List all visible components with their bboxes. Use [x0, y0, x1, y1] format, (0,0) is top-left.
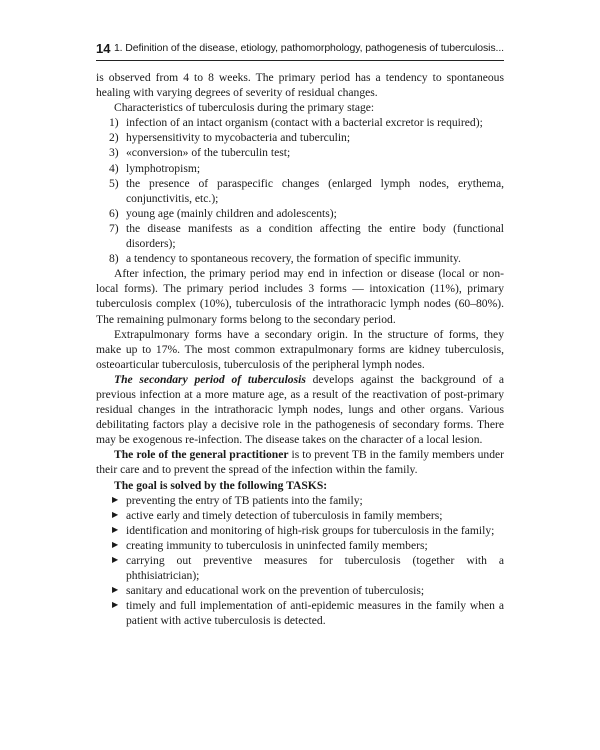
running-head-title: 1. Definition of the disease, etiology, pathomorphology, pathogenesis of tuberculosis...	[113, 42, 504, 54]
term-secondary-period: The secondary period of tuberculosis	[114, 372, 306, 386]
triangle-right-icon: ▶	[112, 600, 119, 610]
paragraph-secondary-period	[96, 372, 504, 447]
page-number: 14	[96, 41, 111, 56]
list-item-text: «conversion» of the tuberculin test;	[126, 146, 291, 160]
paragraph-characteristics-intro: Characteristics of tuberculosis during the primary stage:	[114, 101, 375, 115]
list-item-text: hypersensitivity to mycobacteria and tuberculin;	[126, 131, 351, 145]
list-item	[96, 523, 504, 538]
list-item	[96, 553, 504, 583]
list-number: 4)	[109, 161, 119, 175]
paragraph-role-text: is to prevent TB in the family members under their care and to prevent the spread of the infection within the family.	[96, 448, 505, 477]
list-item-text: the presence of paraspecific changes (enlarged lymph nodes, erythema, conjunctivitis, etc.);	[126, 176, 504, 205]
list-number: 3)	[109, 146, 119, 160]
list-item-text: identification and monitoring of high-risk groups for tuberculosis in the family;	[126, 523, 495, 537]
tasks-heading: The goal is solved by the following TASKS:	[114, 478, 328, 492]
list-number: 2)	[109, 131, 119, 145]
list-item	[96, 538, 504, 553]
list-item	[96, 161, 504, 176]
list-item	[96, 176, 504, 206]
paragraph-role	[96, 447, 504, 477]
triangle-right-icon: ▶	[112, 555, 119, 564]
triangle-right-icon: ▶	[112, 509, 119, 519]
triangle-right-icon: ▶	[112, 494, 119, 504]
body-text	[96, 70, 504, 628]
list-item	[96, 206, 504, 221]
paragraph-secondary-text: develops against the background of a previous infection at a more mature age, as a result of the reactivation of post-primary residual changes in the intrathoracic lymph nodes, lungs and other organs. Various debilitating factors play a decisive role in the pathogenesis of secondary forms. There may be exogenous re-infection. The disease takes on the character of a local lesion.	[96, 372, 504, 447]
characteristics-list	[96, 115, 504, 266]
list-number: 8)	[109, 252, 119, 266]
triangle-right-icon: ▶	[112, 585, 119, 595]
list-item	[96, 598, 504, 628]
list-item-text: the disease manifests as a condition affecting the entire body (functional disorders);	[126, 221, 504, 251]
list-item	[96, 130, 504, 145]
list-item-text: carrying out preventive measures for tuberculosis (together with a phthisiatrician);	[126, 554, 504, 583]
list-item-text: a tendency to spontaneous recovery, the formation of specific immunity.	[126, 252, 461, 266]
list-item-text: creating immunity to tuberculosis in uninfected family members;	[126, 538, 428, 552]
list-number: 6)	[109, 206, 119, 220]
list-item	[96, 145, 504, 160]
list-item	[96, 583, 504, 598]
list-item-text: lymphotropism;	[126, 161, 201, 175]
tasks-list	[96, 493, 504, 629]
list-item-text: infection of an intact organism (contact with a bacterial excretor is required);	[126, 116, 483, 130]
list-item-text: active early and timely detection of tuberculosis in family members;	[126, 508, 443, 522]
list-item	[96, 221, 504, 251]
list-item-text: timely and full implementation of anti-epidemic measures in the family when a patient with active tuberculosis is detected.	[126, 599, 504, 628]
paragraph-after-infection: After infection, the primary period may end in infection or disease (local or non-local forms). The primary period includes 3 forms — intoxication (11%), primary tuberculosis complex (10%), tuberculosis of the intrathoracic lymph nodes (60–80%). The remaining pulmonary forms belong to the secondary period.	[96, 267, 504, 326]
triangle-right-icon: ▶	[112, 524, 119, 534]
list-item-text: preventing the entry of TB patients into the family;	[126, 493, 363, 507]
list-item	[96, 508, 504, 523]
list-item-text: sanitary and educational work on the prevention of tuberculosis;	[126, 584, 425, 598]
list-number: 5)	[109, 176, 119, 190]
list-item	[96, 493, 504, 508]
list-item	[96, 115, 504, 130]
list-number: 1)	[109, 116, 119, 130]
paragraph-continuation: is observed from 4 to 8 weeks. The primary period has a tendency to spontaneous healing with varying degrees of severity of residual changes.	[96, 71, 504, 100]
list-item	[96, 251, 504, 266]
list-number: 7)	[109, 221, 119, 235]
running-header	[96, 40, 504, 61]
term-general-practitioner: The role of the general practitioner	[114, 448, 289, 462]
paragraph-extrapulmonary: Extrapulmonary forms have a secondary origin. In the structure of forms, they make up to 17%. The most common extrapulmonary forms are kidney tuberculosis, osteoarticular tuberculosis, tuberculosis of the peripheral lymph nodes.	[96, 327, 504, 371]
list-item-text: young age (mainly children and adolescents);	[126, 206, 337, 220]
triangle-right-icon: ▶	[112, 539, 119, 549]
